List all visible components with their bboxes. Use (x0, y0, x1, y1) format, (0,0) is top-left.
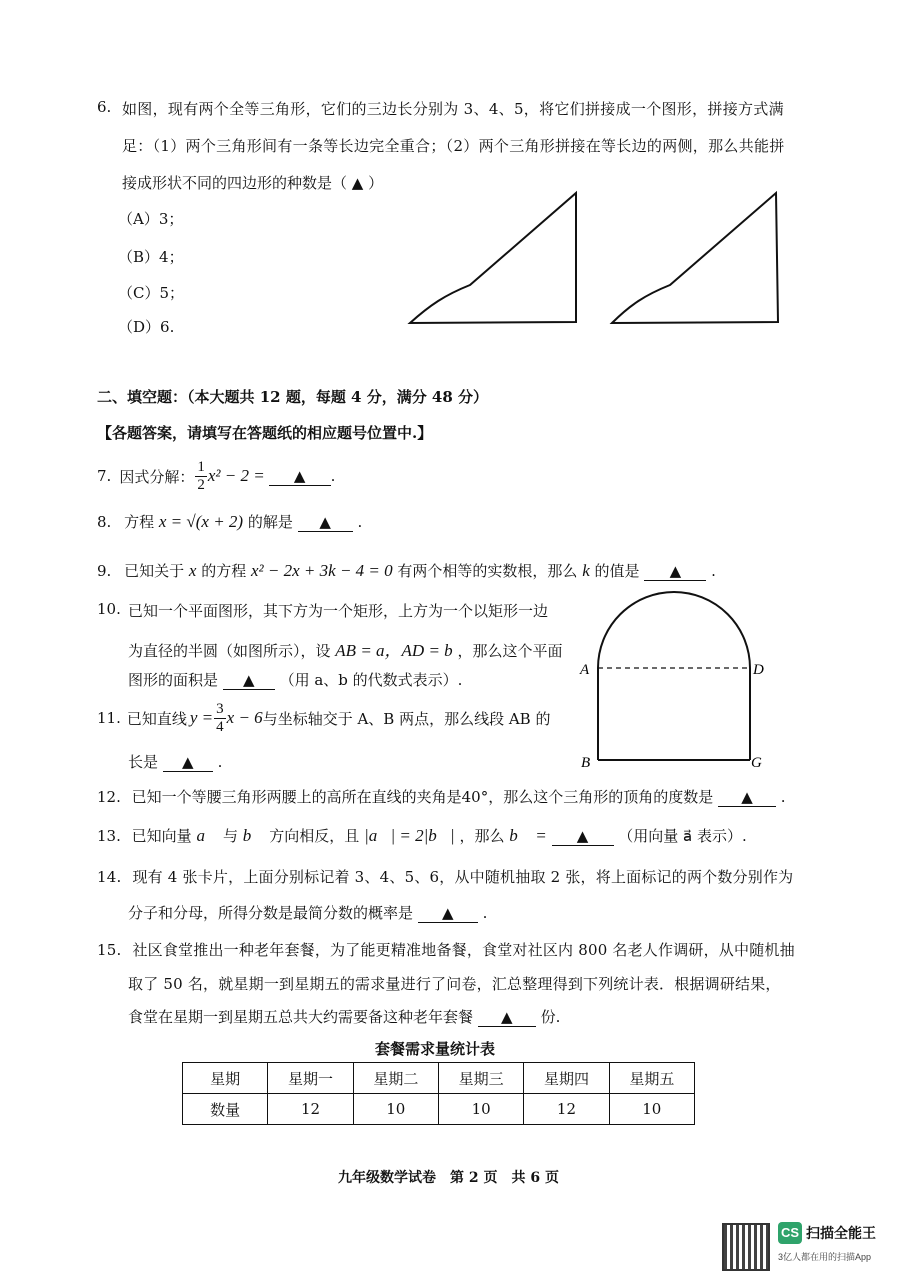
q10-line2 (128, 636, 562, 661)
q14-line2 (128, 902, 487, 923)
q10-line2-b: AB = a，AD = b (335, 641, 453, 660)
q8-prefix: 方程 (124, 513, 155, 531)
q9-answer-blank: ▲ (644, 562, 706, 581)
q12-number: 12. (97, 788, 121, 806)
q7 (97, 456, 335, 496)
q9 (97, 560, 716, 581)
q14-end: . (482, 904, 488, 922)
q11-frac-den: 4 (216, 718, 224, 735)
qr-code-icon (722, 1223, 770, 1271)
q15-line2: 取了 50 名，就星期一到星期五的需求量进行了问卷，汇总整理得到下列统计表．根据调研结果， (128, 975, 781, 993)
q13-text-a: 已知向量 (131, 827, 192, 845)
q14-line1-text: 现有 4 张卡片，上面分别标记着 3、4、5、6，从中随机抽取 2 张，将上面标记的两个数分别作为 (132, 868, 794, 886)
q13-answer-blank: ▲ (552, 827, 614, 846)
q13-text-e: （用向量 a⃗ 表示）. (618, 827, 747, 845)
q6-option-c: （C）5； (118, 284, 185, 302)
q13-vec-b: b⃗ (242, 826, 265, 845)
q10-number: 10. (97, 600, 121, 618)
q11-prefix: 已知直线 (126, 709, 187, 728)
table-cell: 数量 (183, 1094, 268, 1125)
q13-text-b: 与 (222, 827, 238, 845)
q9-text-b: 的方程 (201, 562, 247, 580)
table-cell: 12 (268, 1094, 353, 1125)
triangle-left (410, 193, 576, 323)
label-a: A (580, 662, 590, 678)
q15-number: 15. (97, 941, 122, 959)
table-header-cell: 星期 (183, 1063, 268, 1094)
q7-expr: x² − 2 = (207, 466, 265, 485)
q14-line1 (97, 866, 793, 887)
q13-expr2: b⃗ = (509, 826, 547, 845)
q15-line3-text: 食堂在星期一到星期五总共大约需要备这种老年套餐 (128, 1008, 474, 1026)
label-g: G (751, 755, 762, 771)
q15-line3 (128, 1006, 560, 1027)
q9-expr: x² − 2x + 3k − 4 = 0 (251, 561, 393, 580)
q10-figure (578, 588, 768, 773)
q8-number: 8. (97, 513, 112, 531)
q7-end: . (330, 467, 336, 485)
semicircle-top (598, 592, 750, 668)
section2-heading: 二、填空题：（本大题共 12 题，每题 4 分，满分 48 分） (97, 388, 489, 406)
q15-line1-text: 社区食堂推出一种老年套餐，为了能更精准地备餐，食堂对社区内 800 名老人作调研，从中随机抽 (132, 941, 795, 959)
q11-number: 11. (97, 709, 121, 727)
q10-line3-b: （用 a、b 的代数式表示）. (279, 671, 463, 689)
q6-line1: 如图，现有两个全等三角形，它们的三边长分别为 3、4、5，将它们拼接成一个图形，拼接方式满 (122, 100, 784, 118)
watermark-brand: 扫描全能王 (806, 1225, 876, 1241)
q7-answer-blank: ▲ (269, 467, 331, 486)
table-cell: 12 (524, 1094, 609, 1125)
q11-suffix: 与坐标轴交于 A、B 两点，那么线段 AB 的 (262, 709, 551, 728)
q10-answer-blank: ▲ (223, 671, 275, 690)
q6-line3: 接成形状不同的四边形的种数是（ ▲ ） (122, 174, 384, 192)
q7-fraction (195, 459, 207, 494)
q9-text-c: 有两个相等的实数根，那么 (397, 562, 578, 580)
table-header-cell: 星期三 (438, 1063, 523, 1094)
q12-end: . (780, 788, 786, 806)
table-row (183, 1094, 695, 1125)
watermark-tagline: 3亿人都在用的扫描App (778, 1252, 872, 1262)
q10-line1: 已知一个平面图形，其下方为一个矩形，上方为一个以矩形一边 (128, 602, 549, 620)
q7-frac-num: 1 (197, 458, 205, 475)
q14-number: 14. (97, 868, 122, 886)
q13-text-c: 方向相反，且 (269, 827, 360, 845)
table-cell: 10 (609, 1094, 694, 1125)
q11-expr-right: x − 6 (226, 708, 263, 727)
q12 (97, 786, 786, 807)
q9-text-a: 已知关于 (124, 562, 185, 580)
table-header-cell: 星期一 (268, 1063, 353, 1094)
table-title: 套餐需求量统计表 (375, 1040, 496, 1058)
q11-frac-num: 3 (216, 700, 224, 717)
q8-end: . (357, 513, 363, 531)
q8-answer-blank: ▲ (298, 513, 353, 532)
table-header-cell: 星期四 (524, 1063, 609, 1094)
q8 (97, 511, 362, 532)
q14-line2-text: 分子和分母，所得分数是最简分数的概率是 (128, 904, 414, 922)
q14-answer-blank: ▲ (418, 904, 478, 923)
q15-line1 (97, 939, 795, 960)
q11-fraction (214, 701, 226, 736)
q6-line2: 足：（1）两个三角形间有一条等长边完全重合；（2）两个三角形拼接在等长边的两侧，那么共能拼 (122, 137, 785, 155)
table-header-cell: 星期二 (353, 1063, 438, 1094)
q11-line1 (97, 697, 550, 739)
q8-suffix: 的解是 (247, 513, 293, 531)
q9-number: 9. (97, 562, 112, 580)
q10-line2-a: 为直径的半圆（如图所示），设 (128, 642, 331, 660)
q10-line3 (128, 669, 462, 690)
q11-answer-blank: ▲ (163, 753, 213, 772)
q9-var-x: x (188, 561, 197, 580)
q6-option-d: （D）6. (118, 318, 175, 336)
table-cell: 10 (438, 1094, 523, 1125)
q12-answer-blank: ▲ (718, 788, 776, 807)
label-b: B (581, 755, 591, 771)
q8-expr: x = √(x + 2) (158, 512, 244, 531)
table-header-row (183, 1063, 695, 1094)
q9-end: . (711, 562, 716, 580)
q11-line2 (128, 751, 222, 772)
q12-text: 已知一个等腰三角形两腰上的高所在直线的夹角是40°，那么这个三角形的顶角的度数是 (131, 788, 714, 806)
q11-expr-left: y = (189, 708, 214, 727)
q13 (97, 825, 747, 846)
q6-option-b: （B）4； (118, 248, 184, 266)
q9-text-d: 的值是 (594, 562, 640, 580)
q13-number: 13. (97, 827, 121, 845)
table-header-cell: 星期五 (609, 1063, 694, 1094)
section2-note: 【各题答案，请填写在答题纸的相应题号位置中.】 (97, 424, 433, 442)
q11-end: . (217, 753, 223, 771)
q15-end: 份. (540, 1008, 561, 1026)
camscanner-badge-icon: CS (778, 1222, 802, 1244)
q13-text-d: ，那么 (459, 827, 505, 845)
q9-var-k: k (582, 561, 590, 580)
q7-number: 7. (97, 467, 112, 485)
q7-prefix: 因式分解： (119, 467, 195, 486)
table-cell: 10 (353, 1094, 438, 1125)
q10-line3-a: 图形的面积是 (128, 671, 219, 689)
page-footer: 九年级数学试卷 第 2 页 共 6 页 (338, 1170, 559, 1186)
q7-frac-den: 2 (197, 476, 205, 493)
q10-line2-c: ，那么这个平面 (457, 642, 563, 660)
q13-vec-a: a⃗ (196, 826, 219, 845)
q6-option-a: （A）3； (118, 210, 184, 228)
label-d: D (753, 662, 764, 678)
q15-answer-blank: ▲ (478, 1008, 536, 1027)
q11-line2-text: 长是 (128, 753, 159, 771)
q6-triangles-figure (400, 185, 790, 330)
demand-table (182, 1062, 695, 1125)
triangle-right (612, 193, 778, 323)
q6-number: 6. (97, 98, 112, 116)
q13-expr: |a⃗| = 2|b⃗| (364, 826, 455, 845)
